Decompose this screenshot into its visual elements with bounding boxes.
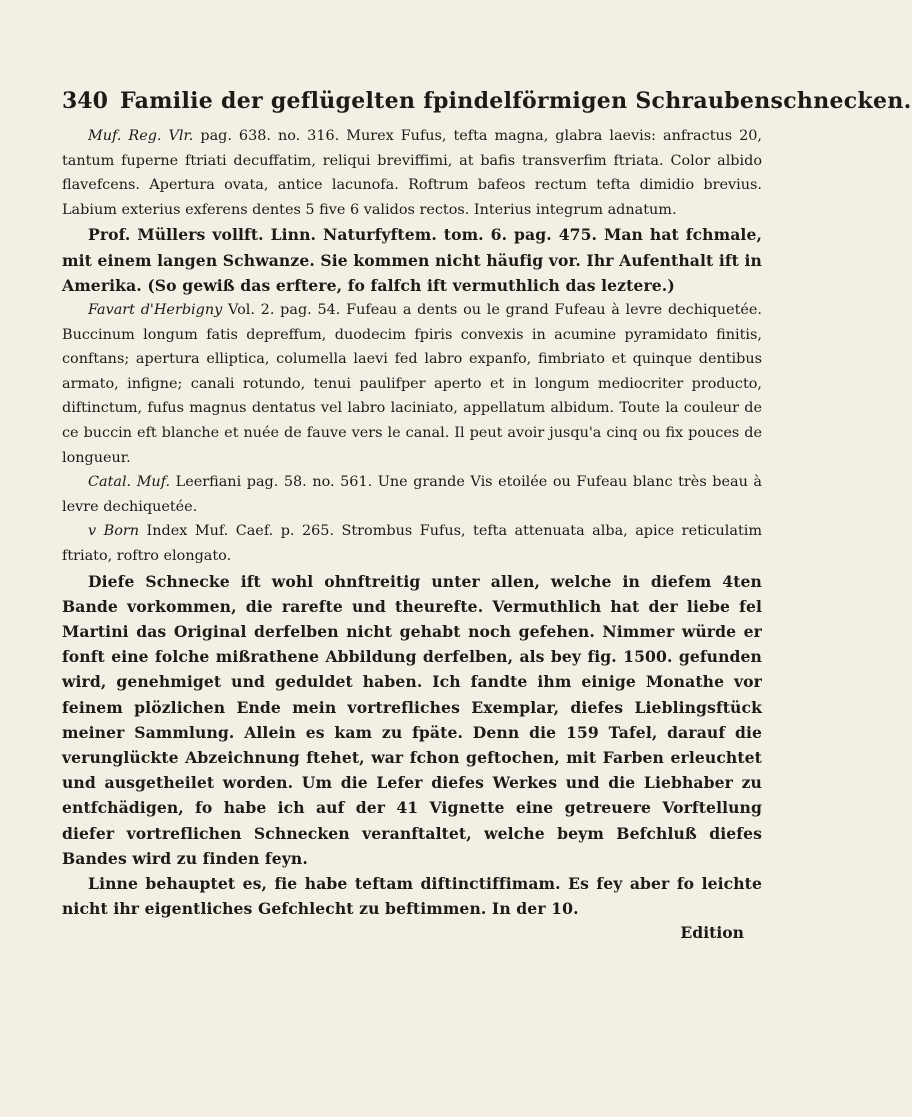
paragraph-linne [62, 871, 762, 921]
paragraph-catalogue [62, 470, 762, 519]
paragraph-text: Linne behauptet es, fie habe teftam diftinctiffimam. Es fey aber fo leichte nicht ihr eigentliches Gefchlecht zu beftimmen. In der 10. [62, 873, 762, 919]
paragraph-mueller [62, 222, 762, 298]
paragraph-favart [62, 298, 762, 470]
citation-ref: Favart d'Herbigny [88, 301, 223, 318]
citation-ref: Muf. Reg. Vlr. [88, 128, 194, 144]
paragraph-text: Prof. Müllers vollft. Linn. Naturfyftem. tom. 6. pag. 475. Man hat fchmale, mit einem langen Schwanze. Sie kommen nicht häufig vor. Ihr Aufenthalt ift in Amerika. (So gewiß das erftere, fo falfch ift vermuthlich das leztere.) [62, 225, 762, 295]
page-title: Familie der geflügelten fpindelförmigen Schraubenschnecken. [119, 88, 912, 114]
page-body [62, 88, 912, 943]
citation-ref: v Born [88, 523, 140, 540]
paragraph-born [62, 519, 762, 568]
paragraph-commentary [62, 569, 762, 871]
page-number: 340 [62, 88, 108, 114]
paragraph-text: pag. 638. no. 316. Murex Fufus, tefta magna, glabra laevis: anfractus 20, tantum fuperne ftriati decuffatim, reliqui breviffimi, at bafis transverfim ftriata. Color albido flavefcens. Apertura ovata, antice lacunofa. Roftrum bafeos rectum tefta dimidio brevius. Labium exterius exferens dentes 5 five 6 validos rectos. Interius integrum adnatum. [62, 128, 762, 218]
paragraph-museum-register [62, 124, 762, 222]
citation-ref: Catal. Muf. [88, 474, 171, 491]
running-head [62, 88, 912, 114]
paragraph-text: Index Muf. Caef. p. 265. Strombus Fufus, tefta attenuata alba, apice reticulatim ftriato, roftro elongato. [62, 523, 763, 564]
catchword: Edition [680, 923, 744, 943]
paragraph-text: Leerfiani pag. 58. no. 561. Une grande Vis etoilée ou Fufeau blanc très beau à levre dechiquetée. [62, 474, 762, 515]
paragraph-text: Vol. 2. pag. 54. Fufeau a dents ou le grand Fufeau à levre dechiquetée. Buccinum longum fatis depreffum, duodecim fpiris convexis in acumine pyramidato finitis, conftans; apertura elliptica, columella laevi fed labro expanfo, fimbriato et quinque dentibus armato, infigne; canali rotundo, tenui paulifper aperto et in longum mediocriter producto, diftinctum, fufus magnus dentatus vel labro laciniato, appellatum albidum. Toute la couleur de ce buccin eft blanche et nuée de fauve vers le canal. Il peut avoir jusqu'a cinq ou fix pouces de longueur. [62, 301, 762, 466]
paragraph-text: Diefe Schnecke ift wohl ohnftreitig unter allen, welche in diefem 4ten Bande vorkommen, die rarefte und theurefte. Vermuthlich hat der liebe fel Martini das Original derfelben nicht gehabt noch gefehen. Nimmer würde er fonft eine folche mißrathene Abbildung derfelben, als bey fig. 1500. gefunden wird, genehmiget und geduldet haben. Ich fandte ihm einige Monathe vor feinem plözlichen Ende mein vortrefliches Exemplar, diefes Lieblingsftück meiner Sammlung. Allein es kam zu fpäte. Denn die 159 Tafel, darauf die verunglückte Abzeichnung ftehet, war fchon geftochen, mit Farben erleuchtet und ausgetheilet worden. Um die Lefer diefes Werkes und die Liebhaber zu entfchädigen, fo habe ich auf der 41 Vignette eine getreuere Vorftellung diefer vortreflichen Schnecken veranftaltet, welche beym Befchluß diefes Bandes wird zu finden feyn. [62, 571, 762, 868]
